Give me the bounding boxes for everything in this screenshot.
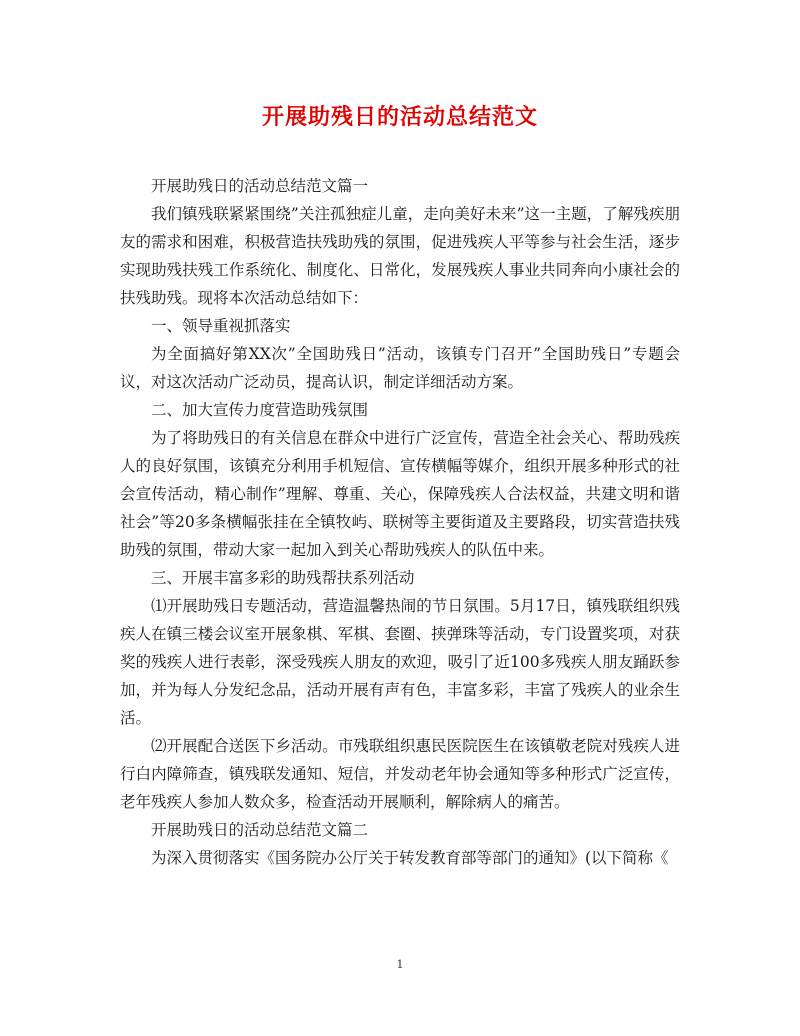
document-title: 开展助残日的活动总结范文: [261, 104, 538, 130]
paragraph: 为了将助残日的有关信息在群众中进行广泛宣传，营造全社会关心、帮助残疾人的良好氛围，该镇充分利用手机短信、宣传横幅等媒介，组织开展多种形式的社会宣传活动，精心制作”理解、尊重、关心，保障残疾人合法权益，共建文明和谐社会”等20多条横幅张挂在全镇牧屿、联树等主要街道及主要路段，切实营造扶残助残的氛围，带动大家一起加入到关心帮助残疾人的队伍中来。: [120, 429, 680, 559]
section-heading: 开展助残日的活动总结范文篇一: [151, 177, 369, 195]
paragraph: ⑵开展配合送医下乡活动。市残联组织惠民医院医生在该镇敬老院对残疾人进行白内障筛查，镇残联发通知、短信，并发动老年协会通知等多种形式广泛宣传，老年残疾人参加人数众多，检查活动开展顺利，解除病人的痛苦。: [120, 737, 680, 811]
section-heading: 三、开展丰富多彩的助残帮扶系列活动: [151, 569, 415, 587]
paragraph: 为全面搞好第XX次”全国助残日”活动，该镇专门召开”全国助残日”专题会议，对这次活动广泛动员，提高认识，制定详细活动方案。: [120, 345, 680, 391]
paragraph: 我们镇残联紧紧围绕”关注孤独症儿童，走向美好未来”这一主题，了解残疾朋友的需求和困难，积极营造扶残助残的氛围，促进残疾人平等参与社会生活，逐步实现助残扶残工作系统化、制度化、日常化，发展残疾人事业共同奔向小康社会的扶残助残。现将本次活动总结如下：: [120, 205, 680, 307]
section-heading: 开展助残日的活动总结范文篇二: [151, 821, 369, 839]
document-body: [120, 172, 680, 872]
section-heading: 一、领导重视抓落实: [151, 317, 291, 335]
paragraph: 为深入贯彻落实《国务院办公厅关于转发教育部等部门的通知》(以下简称《: [151, 849, 669, 867]
section-heading: 二、加大宣传力度营造助残氛围: [151, 401, 369, 419]
page-number: 1: [396, 958, 404, 971]
paragraph: ⑴开展助残日专题活动，营造温馨热闹的节日氛围。5月17日，镇残联组织残疾人在镇三楼会议室开展象棋、军棋、套圈、挟弹珠等活动，专门设置奖项，对获奖的残疾人进行表彰，深受残疾人朋友的欢迎，吸引了近100多残疾人朋友踊跃参加，并为每人分发纪念品，活动开展有声有色，丰富多彩，丰富了残疾人的业余生活。: [120, 597, 680, 727]
